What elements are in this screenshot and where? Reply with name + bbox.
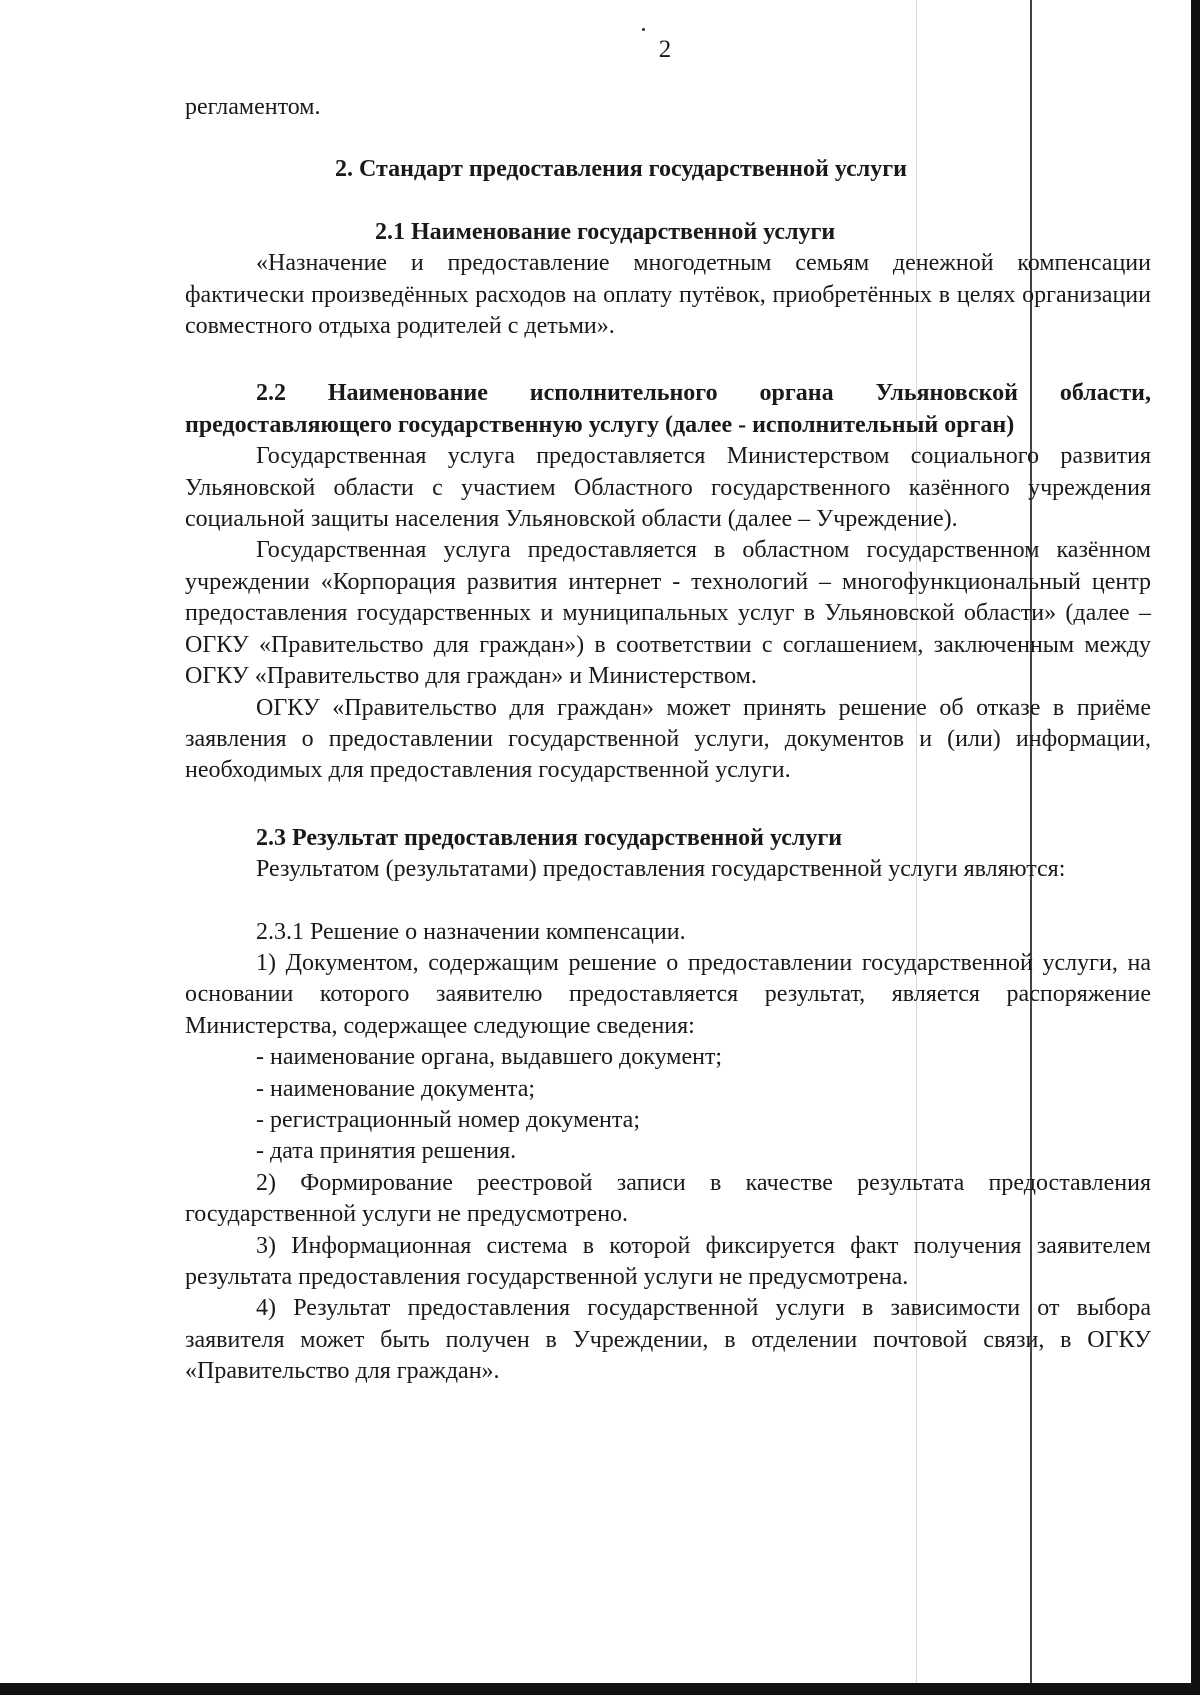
subsection-2-2-paragraph-2: Государственная услуга предоставляется в областном государственном казённом учреждении «Корпорация развития интернет - технологий – многофункциональный центр предоставления государственных и муниципальных услуг в Ульяновской области» (далее – ОГКУ «Правительство для граждан») в соответствии с соглашением, заключенным между ОГКУ «Правительство для граждан» и Министерством. xyxy=(185,537,1151,690)
scan-dot xyxy=(642,28,645,31)
result-item-2: 2) Формирование реестровой записи в качестве результата предоставления государственной услуги не предусмотрено. xyxy=(185,1169,1151,1228)
subsection-2-2-paragraph-1: Государственная услуга предоставляется Министерством социального развития Ульяновской области с участием Областного государственного казённого учреждения социальной защиты населения Ульяновской области (далее – Учреждение). xyxy=(185,443,1151,533)
subsection-2-1-title: 2.1 Наименование государственной услуги xyxy=(375,218,836,245)
result-item-1: 1) Документом, содержащим решение о предоставлении государственной услуги, на основании которого заявителю предоставляется результат, является распоряжение Министерства, содержащее следующие сведения: xyxy=(185,949,1151,1039)
result-item-4: 4) Результат предоставления государственной услуги в зависимости от выбора заявителя может быть получен в Учреждении, в отделении почтовой связи, в ОГКУ «Правительство для граждан». xyxy=(185,1295,1151,1385)
result-item-3: 3) Информационная система в которой фиксируется факт получения заявителем результата предоставления государственной услуги не предусмотрена. xyxy=(185,1232,1151,1290)
subsection-2-3-1-title: 2.3.1 Решение о назначении компенсации. xyxy=(256,918,686,945)
result-bullet: - наименование органа, выдавшего документ; xyxy=(256,1044,723,1071)
document-body xyxy=(185,92,1151,1388)
scan-right-edge xyxy=(1191,0,1200,1695)
subsection-2-3-title: 2.3 Результат предоставления государственной услуги xyxy=(256,824,843,851)
section-title: 2. Стандарт предоставления государственной услуги xyxy=(335,156,907,183)
result-bullet: - дата принятия решения. xyxy=(256,1138,517,1165)
subsection-2-3-paragraph-1: Результатом (результатами) предоставления государственной услуги являются: xyxy=(256,856,1066,883)
result-bullet: - регистрационный номер документа; xyxy=(256,1106,640,1133)
page-number: 2 xyxy=(658,36,672,63)
subsection-2-2-paragraph-3: ОГКУ «Правительство для граждан» может принять решение об отказе в приёме заявления о предоставлении государственной услуги, документов и (или) информации, необходимых для предоставления государственной услуги. xyxy=(185,694,1151,784)
subsection-2-2-title: 2.2 Наименование исполнительного органа Ульяновской области, предоставляющего государственную услугу (далее - исполнительный орган) xyxy=(185,380,1151,438)
intro-fragment: регламентом. xyxy=(185,94,321,120)
result-bullet: - наименование документа; xyxy=(256,1075,536,1102)
subsection-2-1-text: «Назначение и предоставление многодетным семьям денежной компенсации фактически произведённых расходов на оплату путёвок, приобретённых в целях организации совместного отдыха родителей с детьми». xyxy=(185,250,1151,340)
scan-bottom-edge xyxy=(0,1683,1200,1695)
